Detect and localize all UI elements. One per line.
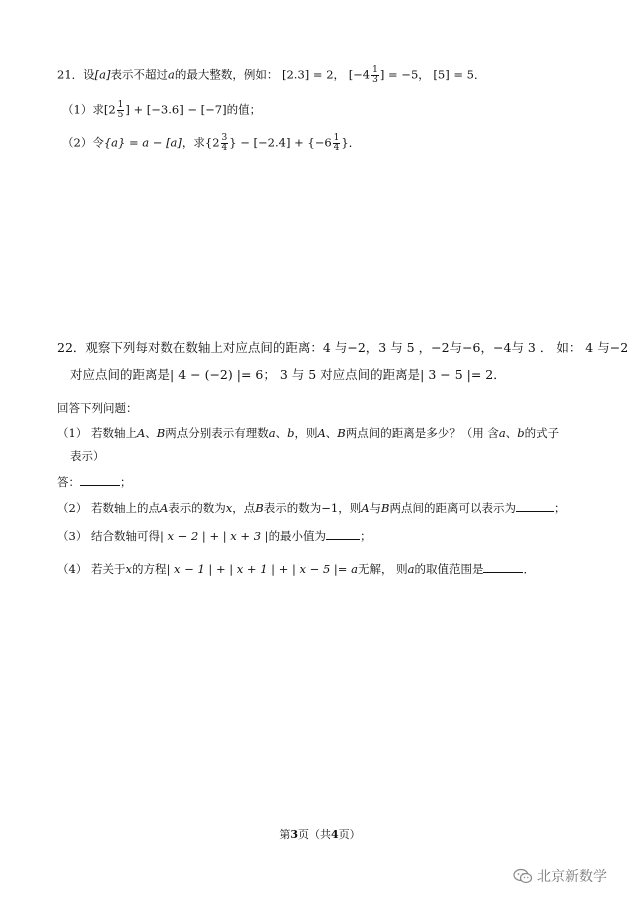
q22-p4-text: 无解， 则 [357, 562, 408, 576]
q22-p1-text: 两点间的距离是多少？（用 含 [345, 426, 499, 440]
q22-p1-text: ，则 [294, 426, 318, 440]
wechat-icon [513, 868, 533, 884]
q21-p2-fraction-1: $\frac{3}{4}$ [221, 133, 228, 153]
q22-number: −4 [493, 340, 512, 355]
q21-p2-text: ，求 [181, 135, 205, 150]
q21-separator: ， [418, 67, 430, 82]
q21-p2-definition: {a} = a − [a] [103, 135, 182, 150]
q21-stem-text: 表示不超过 [110, 67, 168, 82]
q21-p1-text: 求 [92, 102, 104, 117]
q21-stem [57, 66, 485, 85]
q22-p4-equation: | x − 1 | + | x + 1 | + | x − 5 |= a [166, 562, 358, 576]
q21-var-a: a [167, 67, 175, 82]
q22-p1-text: 若数轴上 [90, 426, 137, 440]
q22-stem-text: ； 3 与 5 对应点间的距离是 [263, 367, 421, 382]
q21-example-2: [−4 [348, 67, 371, 82]
q22-number: −2 [431, 340, 450, 355]
q22-stem-text: 与 3 ． 如： 4 与 [511, 340, 610, 355]
q22-number: −2 [347, 340, 366, 355]
q21-example-3: [5] = 5 [433, 67, 474, 82]
var-x: x [225, 501, 233, 515]
point-b: B [381, 501, 390, 515]
q21-p2-fraction-2: $\frac{1}{4}$ [333, 133, 340, 153]
q21-p2-text: 令 [92, 135, 104, 150]
q22-p3-text: 结合数轴可得 [90, 529, 160, 543]
part-label: （4） [57, 562, 88, 576]
answer-label: 答： [57, 475, 80, 489]
q22-formula-1: | 4 − (−2) |= 6 [170, 367, 264, 382]
q22-stem-line-1 [57, 340, 628, 356]
q21-stem-text: 的最大整数，例如： [174, 67, 279, 82]
q22-p1-text: 、 [325, 426, 338, 440]
q21-bracket-a: [a] [94, 67, 111, 82]
footer-text: 第 [279, 828, 291, 841]
var-a: a [407, 562, 415, 576]
q22-p3-expression: | x − 2 | + | x + 3 | [159, 529, 269, 543]
q22-stem-line-2 [70, 367, 506, 383]
answer-blank[interactable] [483, 561, 523, 573]
q22-p2-text: 表示的数为 [263, 501, 322, 515]
q22-p2-text: 若数轴上的点 [90, 501, 160, 515]
q22-part-1-line-2: 表示） [70, 449, 105, 463]
var-x: x [125, 562, 132, 576]
q21-p2-period: ． [348, 135, 361, 150]
q22-p1-text: 的式子 [524, 426, 560, 440]
q21-part-2 [62, 134, 360, 153]
point-a: A [136, 426, 146, 440]
q22-p2-text: ，点 [232, 501, 256, 515]
part-label: （1） [57, 426, 88, 440]
q21-part-1 [62, 101, 261, 120]
q22-p4-text: 的取值范围是 [414, 562, 484, 576]
q21-p2-expr: } − [−2.4] + {−6 [229, 135, 332, 150]
answer-blank[interactable] [326, 528, 360, 540]
part-label: （1） [62, 102, 93, 117]
part-label: （2） [62, 135, 93, 150]
q22-p2-end: ； [553, 501, 566, 515]
q22-p2-text: 两点间的距离可以表示为 [389, 501, 516, 515]
q22-p2-text: 表示的数为 [168, 501, 226, 515]
footer-text: 页） [338, 828, 361, 841]
q22-stem-text: 与 [449, 340, 463, 355]
q22-part-3 [57, 528, 372, 544]
q22-stem-text: ． [493, 367, 506, 382]
q21-p1-expr: [2 [103, 102, 116, 117]
page-footer [0, 826, 640, 842]
footer-text: 页（共 [298, 828, 331, 841]
point-a: A [317, 426, 326, 440]
var-b: b [287, 426, 295, 440]
q22-p4-text: 的方程 [131, 562, 167, 576]
q22-answer-line [57, 474, 132, 490]
q22-formula-2: | 3 − 5 |= 2 [420, 367, 494, 382]
part-label: （2） [57, 501, 88, 515]
point-b: B [156, 426, 166, 440]
q22-part-1 [57, 425, 559, 441]
var-a: a [268, 426, 276, 440]
q22-part-4 [57, 561, 535, 577]
answer-blank[interactable] [80, 474, 120, 486]
point-b: B [337, 426, 346, 440]
q22-p1-text: 两点分别表示有理数 [165, 426, 269, 440]
watermark-text: 北京新数学 [537, 869, 607, 885]
q22-p4-end: ． [523, 562, 535, 576]
q22-p2-text: 与 [369, 501, 382, 515]
total-pages: 4 [331, 828, 339, 841]
q21-p1-expr: ] + [−3.6] − [−7] [125, 102, 227, 117]
q21-p1-text: 的值； [226, 102, 262, 117]
q22-p4-text: 若关于 [90, 562, 126, 576]
q22-p1-text: 、 [275, 426, 288, 440]
q22-p1-text: 、 [145, 426, 157, 440]
point-b: B [255, 501, 264, 515]
q21-p2-expr: {2 [204, 135, 220, 150]
answer-blank[interactable] [516, 500, 554, 512]
q21-example-2-result: ] = −5 [379, 67, 419, 82]
q21-fraction: $\frac{1}{3}$ [372, 65, 378, 85]
q22-stem-text: ，3 与 5 ， [365, 340, 432, 355]
q21-p2-expr: } [341, 135, 349, 150]
q22-p3-end: ； [360, 529, 372, 543]
var-a: a [498, 426, 506, 440]
q22-stem-text: 对应点间的距离是 [70, 367, 171, 382]
q22-number: −6 [462, 340, 481, 355]
q22-p3-text: 的最小值为 [268, 529, 327, 543]
q21-period: ． [473, 67, 486, 82]
q22-stem-text: ， [480, 340, 494, 355]
q22-answer-intro: 回答下列问题： [57, 401, 138, 415]
q22-stem-text: 22．观察下列每对数在数轴上对应点间的距离：4 与 [57, 340, 348, 355]
part-label: （3） [57, 529, 88, 543]
q22-part-2 [57, 500, 565, 516]
q21-stem-text: 21．设 [57, 67, 95, 82]
answer-end: ； [120, 475, 132, 489]
var-b: b [517, 426, 525, 440]
q21-separator: ， [333, 67, 346, 82]
point-a: A [159, 501, 169, 515]
page-number: 3 [290, 828, 298, 841]
q22-p1-text: 、 [505, 426, 518, 440]
q22-p2-text: ，则 [338, 501, 362, 515]
q22-number: −2 [609, 340, 629, 355]
watermark [513, 866, 607, 886]
point-a: A [361, 501, 370, 515]
q21-example-1: [2.3] = 2 [282, 67, 334, 82]
q22-number: −1 [321, 501, 339, 515]
q21-p1-fraction: $\frac{1}{5}$ [117, 100, 124, 120]
